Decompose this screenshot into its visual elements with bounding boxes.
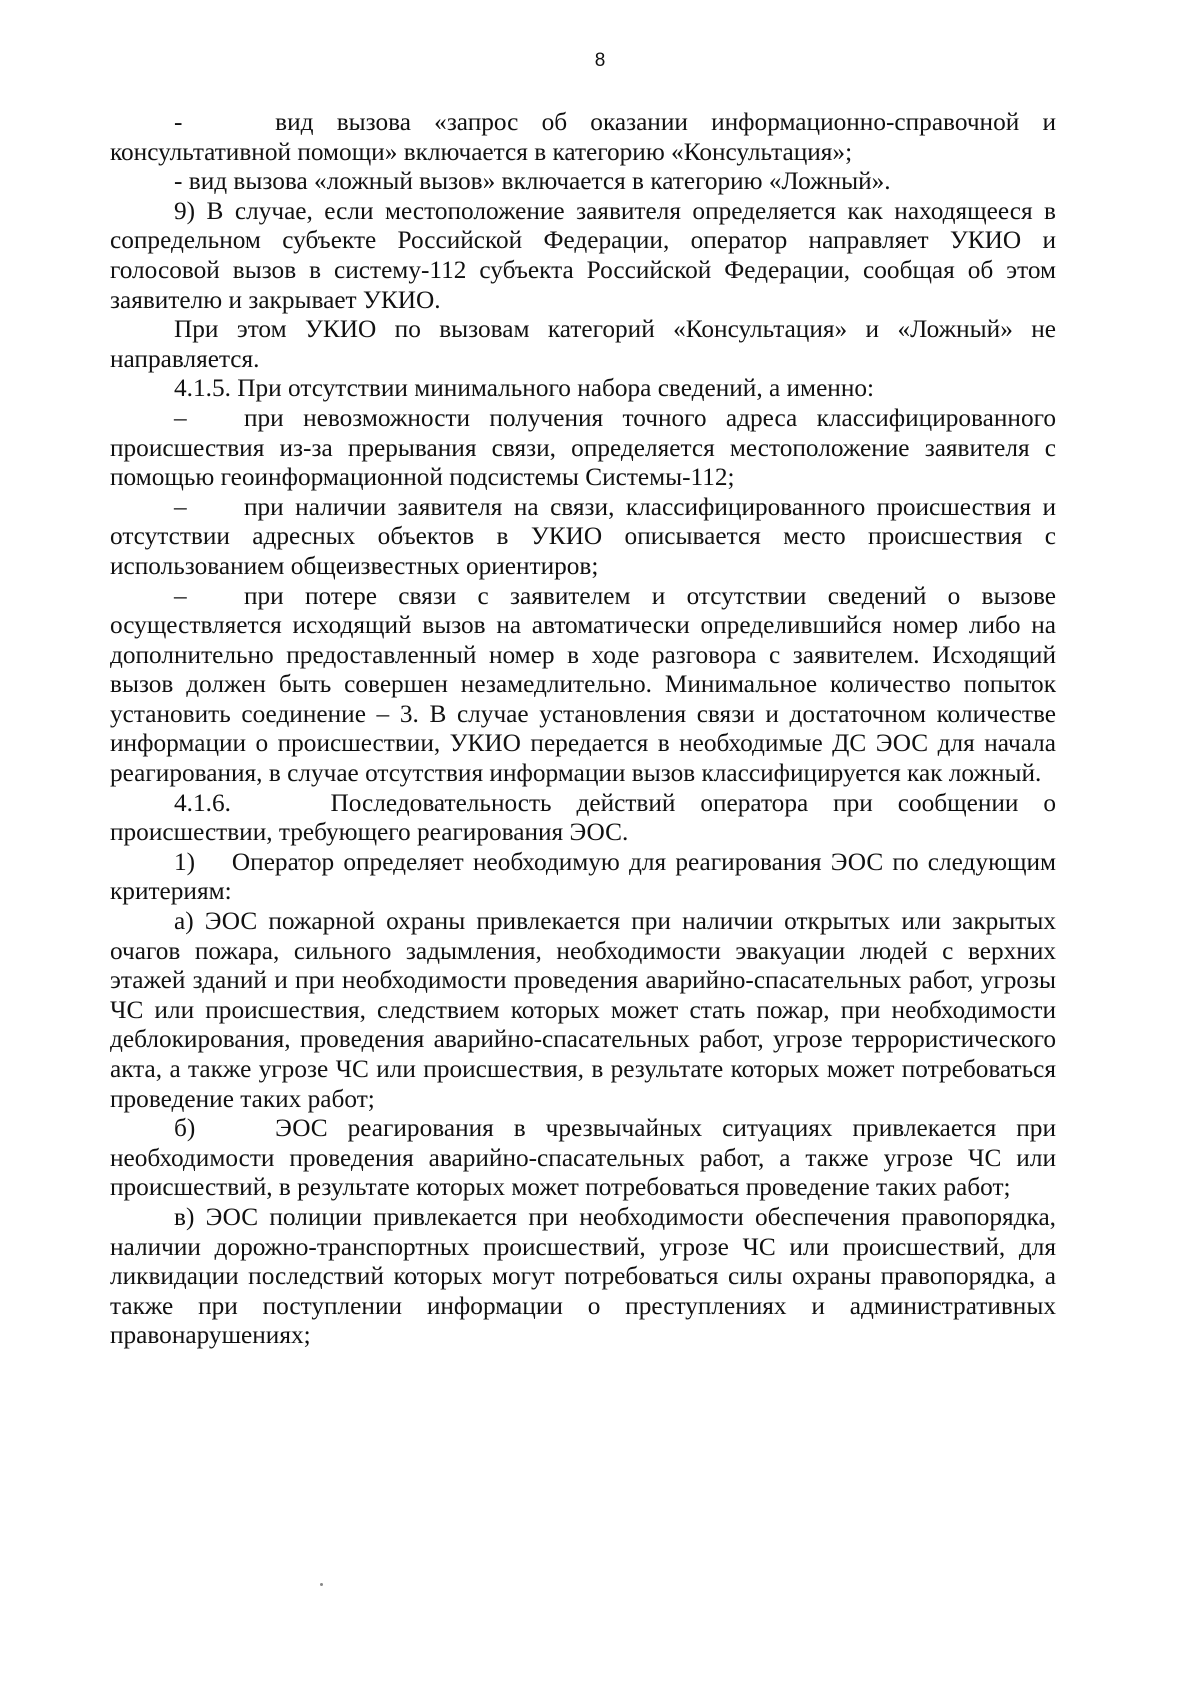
- dash-marker: –: [174, 403, 187, 432]
- paragraph-call-type-consultation: - вид вызова «запрос об оказании информационно-справочной и консультативной помощи» включается в категорию «Консультация»;: [110, 108, 1056, 166]
- paragraph-criterion-v-police: в) ЭОС полиции привлекается при необходимости обеспечения правопорядка, наличии дорожно-транспортных происшествий, угрозе ЧС или происшествий, для ликвидации последствий которых могут потребоваться силы охраны правопорядка, а также при поступлении информации о преступлениях и административных правонарушениях;: [110, 1202, 1056, 1350]
- dash-marker: –: [174, 581, 187, 610]
- paragraph-item-1-criteria: 1) Оператор определяет необходимую для реагирования ЭОС по следующим критериям:: [110, 847, 1056, 906]
- paragraph-ukio-not-sent: При этом УКИО по вызовам категорий «Консультация» и «Ложный» не направляется.: [110, 315, 1056, 373]
- page-number: 8: [594, 50, 606, 71]
- paragraph-section-4-1-5: 4.1.5. При отсутствии минимального набора сведений, а именно:: [174, 374, 875, 403]
- list-item-address-unavailable: [110, 404, 1056, 493]
- paragraph-item-9: 9) В случае, если местоположение заявителя определяется как находящееся в сопредельном субъекте Российской Федерации, оператор направляет УКИО и голосовой вызов в систему-112 субъекта Российской Федерации, сообщая об этом заявителю и закрывает УКИО.: [110, 196, 1056, 314]
- list-item-caller-on-line: [110, 493, 1056, 582]
- paragraph-call-type-false: - вид вызова «ложный вызов» включается в категорию «Ложный».: [174, 167, 891, 196]
- list-item-text: при наличии заявителя на связи, классифицированного происшествия и отсутствии адресных объектов в УКИО описывается место происшествия с использованием общеизвестных ориентиров;: [110, 492, 1056, 580]
- paragraph-section-4-1-6: 4.1.6. Последовательность действий оператора при сообщении о происшествии, требующего реагирования ЭОС.: [110, 788, 1056, 847]
- list-item-text: при невозможности получения точного адреса классифицированного происшествия из-за прерывания связи, определяется местоположение заявителя с помощью геоинформационной подсистемы Системы-112;: [110, 403, 1056, 492]
- scan-artifact-dot: [320, 1583, 323, 1586]
- paragraph-criterion-b-emergency: б) ЭОС реагирования в чрезвычайных ситуациях привлекается при необходимости проведения аварийно-спасательных работ, а также угрозе ЧС или происшествий, в результате которых может потребоваться проведение таких работ;: [110, 1114, 1056, 1202]
- paragraph-criterion-a-fire: а) ЭОС пожарной охраны привлекается при наличии открытых или закрытых очагов пожара, сильного задымления, необходимости эвакуации людей с верхних этажей зданий и при необходимости проведения аварийно-спасательных работ, угрозы ЧС или происшествия, следствием которых может стать пожар, при необходимости деблокирования, проведения аварийно-спасательных работ, угрозе террористического акта, а также угрозе ЧС или происшествия, в результате которых может потребоваться проведение таких работ;: [110, 907, 1056, 1113]
- dash-marker: –: [174, 492, 187, 521]
- document-body: [110, 108, 1056, 1351]
- list-item-connection-lost: [110, 582, 1056, 789]
- list-item-text: при потере связи с заявителем и отсутствии сведений о вызове осуществляется исходящий вызов на автоматически определившийся номер либо на дополнительно предоставленный номер в ходе разговора с заявителем. Исходящий вызов должен быть совершен незамедлительно. Минимальное количество попыток установить соединение – 3. В случае установления связи и достаточном количестве информации о происшествии, УКИО передается в необходимые ДС ЭОС для начала реагирования, в случае отсутствия информации вызов классифицируется как ложный.: [110, 581, 1056, 788]
